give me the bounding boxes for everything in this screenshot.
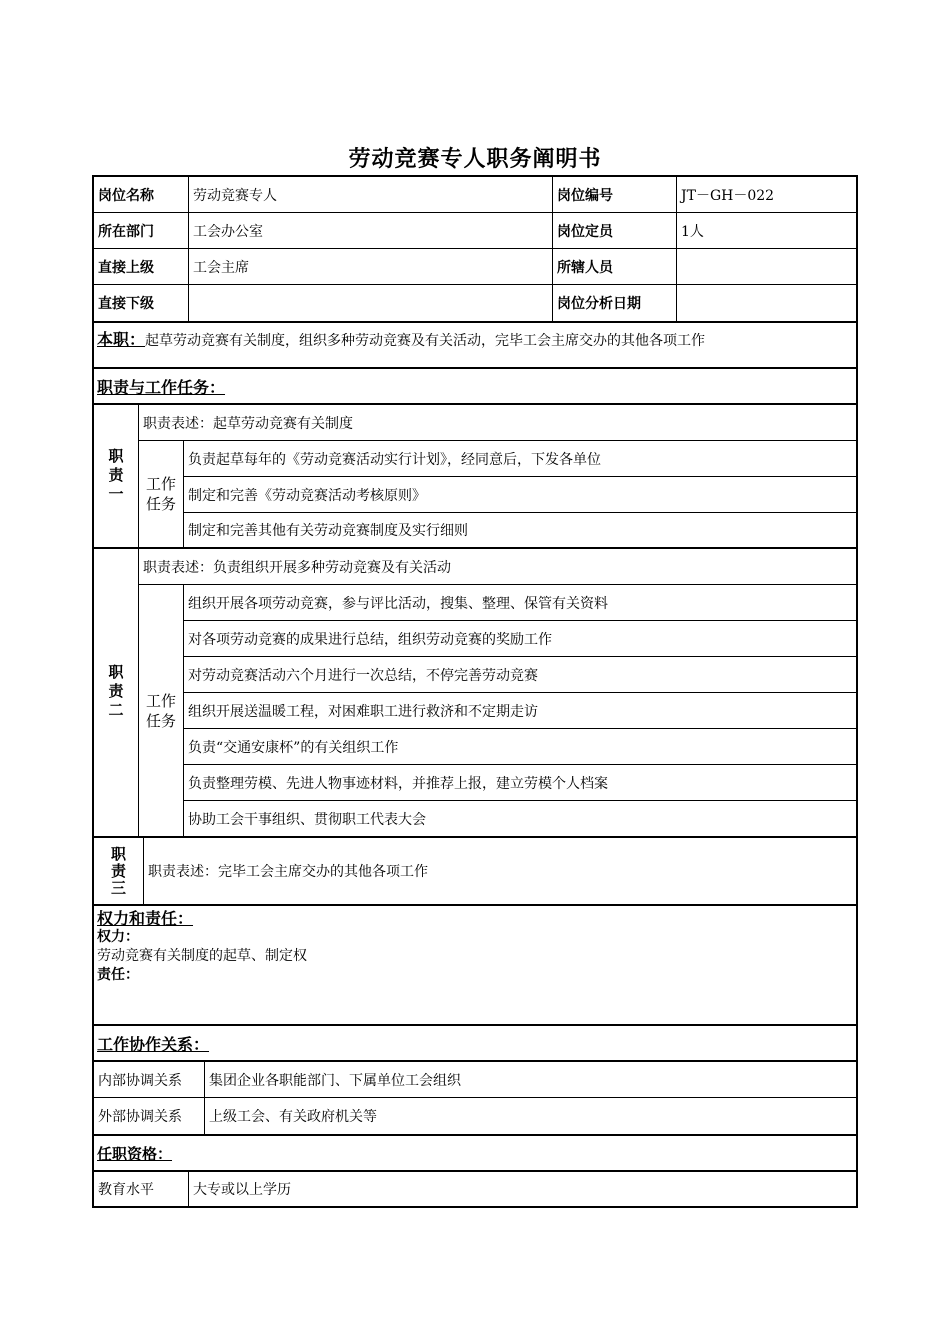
superior-label: 直接上级 <box>98 259 154 276</box>
relation-row <box>94 1098 856 1134</box>
info-row <box>94 249 856 285</box>
task-label <box>139 585 184 836</box>
task-label <box>139 441 184 547</box>
task-item: 制定和完善其他有关劳动竞赛制度及实行细则 <box>188 523 468 539</box>
power-section <box>92 906 858 1026</box>
duty-label <box>94 838 144 904</box>
post-code-value: JT－GH－022 <box>676 177 856 212</box>
qualification-row <box>94 1172 856 1206</box>
qualification-header-section <box>92 1136 858 1172</box>
info-row <box>94 285 856 321</box>
staff-label: 所辖人员 <box>552 249 676 284</box>
power-text: 劳动竞赛有关制度的起草、制定权 <box>97 948 307 964</box>
info-row <box>94 177 856 213</box>
duty-label-text: 职责三 <box>109 845 127 897</box>
task-item: 协助工会干事组织、贯彻职工代表大会 <box>188 811 426 828</box>
post-name-label: 岗位名称 <box>98 187 154 204</box>
basic-info-section <box>92 175 858 323</box>
task-item: 负责“交通安康杯”的有关组织工作 <box>184 729 856 765</box>
quota-label: 岗位定员 <box>552 213 676 248</box>
relation-row <box>94 1062 856 1098</box>
task-item: 制定和完善《劳动竞赛活动考核原则》 <box>184 477 856 513</box>
external-label: 外部协调关系 <box>98 1109 182 1125</box>
quota-value: 1人 <box>676 213 856 248</box>
analysis-date-label: 岗位分析日期 <box>552 285 676 321</box>
subordinate-value <box>188 285 552 321</box>
qualification-header: 任职资格： <box>97 1144 173 1163</box>
internal-value: 集团企业各职能部门、下属单位工会组织 <box>204 1062 856 1097</box>
duty-block <box>92 838 858 906</box>
relations-section <box>92 1062 858 1136</box>
post-name-value: 劳动竞赛专人 <box>188 177 552 212</box>
task-item: 对劳动竞赛活动六个月进行一次总结，不停完善劳动竞赛 <box>184 657 856 693</box>
subordinate-label: 直接下级 <box>98 296 154 312</box>
task-item: 组织开展各项劳动竞赛，参与评比活动，搜集、整理、保管有关资料 <box>184 585 856 621</box>
duty-block <box>92 549 858 838</box>
duty-description: 职责表述：负责组织开展多种劳动竞赛及有关活动 <box>139 549 856 585</box>
task-item: 负责整理劳模、先进人物事迹材料，并推荐上报，建立劳模个人档案 <box>184 765 856 801</box>
task-list <box>184 585 856 836</box>
main-duty-text: 起草劳动竞赛有关制度，组织多种劳动竞赛及有关活动，完毕工会主席交办的其他各项工作 <box>145 333 706 349</box>
info-row <box>94 213 856 249</box>
dept-value: 工会办公室 <box>188 213 552 248</box>
external-value: 上级工会、有关政府机关等 <box>204 1098 856 1134</box>
duty-description: 职责表述：完毕工会主席交办的其他各项工作 <box>148 864 428 880</box>
duty-block <box>92 405 858 549</box>
task-label-text: 工作任务 <box>145 691 176 730</box>
education-label: 教育水平 <box>98 1182 154 1198</box>
duty-description: 职责表述：起草劳动竞赛有关制度 <box>139 405 856 441</box>
qualification-section <box>92 1172 858 1208</box>
internal-label: 内部协调关系 <box>98 1072 182 1089</box>
main-duty-label: 本职： <box>97 330 146 349</box>
analysis-date-value <box>676 285 856 321</box>
job-description-table <box>92 175 858 1208</box>
task-item: 组织开展送温暖工程，对困难职工进行救济和不定期走访 <box>184 693 856 729</box>
main-duty-section <box>92 323 858 369</box>
staff-value <box>676 249 856 284</box>
task-item: 负责起草每年的《劳动竞赛活动实行计划》，经同意后，下发各单位 <box>184 441 856 477</box>
task-list <box>184 441 856 547</box>
education-value: 大专或以上学历 <box>188 1172 856 1206</box>
duty-label-text: 职责一 <box>106 447 125 505</box>
dept-label: 所在部门 <box>98 223 154 240</box>
relations-header: 工作协作关系： <box>97 1034 210 1054</box>
superior-value: 工会主席 <box>188 249 552 284</box>
post-code-label: 岗位编号 <box>552 177 676 212</box>
duty-label <box>94 549 139 836</box>
duties-header: 职责与工作任务： <box>97 377 226 397</box>
duties-header-section <box>92 369 858 405</box>
responsibility-label: 责任： <box>97 967 139 983</box>
power-header: 权力和责任： <box>97 909 194 928</box>
relations-header-section <box>92 1026 858 1062</box>
task-item: 对各项劳动竞赛的成果进行总结，组织劳动竞赛的奖励工作 <box>184 621 856 657</box>
duty-label-text: 职责二 <box>106 664 125 721</box>
task-label-text: 工作任务 <box>145 475 176 513</box>
duty-label <box>94 405 139 547</box>
page-title: 劳动竞赛专人职务阐明书 <box>348 147 602 172</box>
power-label: 权力： <box>97 929 139 945</box>
